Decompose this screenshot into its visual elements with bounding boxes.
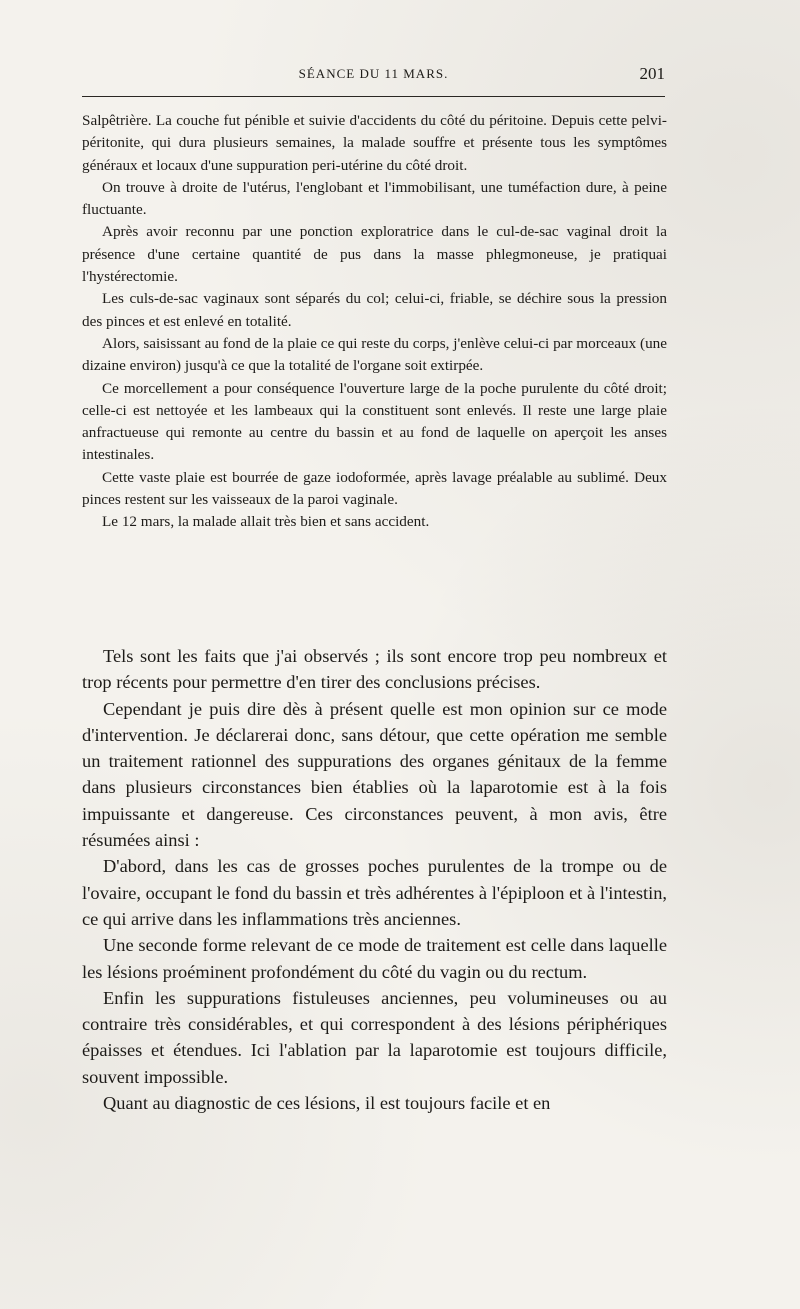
paragraph: Tels sont les faits que j'ai observés ; ils sont encore trop peu nombreux et trop récents pour permettre d'en tirer des conclusions précises. xyxy=(82,646,667,693)
paragraph: Quant au diagnostic de ces lésions, il est toujours facile et en xyxy=(103,1093,551,1114)
paragraph: Une seconde forme relevant de ce mode de traitement est celle dans laquelle les lésions proéminent profondément du côté du vagin ou du rectum. xyxy=(82,935,667,982)
paragraph: Le 12 mars, la malade allait très bien et sans accident. xyxy=(102,513,430,531)
paragraph: Ce morcellement a pour conséquence l'ouverture large de la poche purulente du côté droit; celle-ci est nettoyée et les lambeaux qui la constituent sont enlevés. Il reste une large plaie anfractueuse qui remonte au centre du bassin et au fond de laquelle on aperçoit les anses intestinales. xyxy=(82,379,667,464)
page-number: 201 xyxy=(639,64,665,83)
paragraph: Alors, saisissant au fond de la plaie ce qui reste du corps, j'enlève celui-ci par morceaux (une dizaine environ) jusqu'à ce que la totalité de l'organe soit extirpée. xyxy=(82,334,667,375)
paragraph: Les culs-de-sac vaginaux sont séparés du col; celui-ci, friable, se déchire sous la pression des pinces et est enlevé en totalité. xyxy=(82,290,667,330)
case-report-section xyxy=(82,110,667,534)
running-head xyxy=(82,64,665,86)
paragraph: On trouve à droite de l'utérus, l'englobant et l'immobilisant, une tuméfaction dure, à peine fluctuante. xyxy=(82,178,667,219)
running-title: SÉANCE DU 11 MARS. xyxy=(298,66,449,81)
header-rule xyxy=(82,96,665,97)
paragraph: Enfin les suppurations fistuleuses anciennes, peu volumineuses ou au contraire très considérables, et qui correspondent à des lésions périphériques épaisses et étendues. Ici l'ablation par la laparotomie est toujours difficile, souvent impossible. xyxy=(82,987,667,1087)
paragraph: Cette vaste plaie est bourrée de gaze iodoformée, après lavage préalable au sublimé. Deux pinces restent sur les vaisseaux de la paroi vaginale. xyxy=(82,468,667,509)
paragraph: Salpêtrière. La couche fut pénible et suivie d'accidents du côté du péritoine. Depuis cette pelvi-péritonite, qui dura plusieurs semaines, la malade souffre et présente tous les symptômes généraux et locaux d'une suppuration peri-utérine du côté droit. xyxy=(82,112,667,174)
discussion-section xyxy=(82,643,667,1116)
paragraph: D'abord, dans les cas de grosses poches purulentes de la trompe ou de l'ovaire, occupant le fond du bassin et très adhérentes à l'épiploon et à l'intestin, ce qui arrive dans les inflammations très anciennes. xyxy=(82,856,667,929)
paragraph: Après avoir reconnu par une ponction exploratrice dans le cul-de-sac vaginal droit la présence d'une certaine quantité de pus dans la masse phlegmoneuse, je pratiquai l'hystérectomie. xyxy=(82,223,667,286)
paragraph: Cependant je puis dire dès à présent quelle est mon opinion sur ce mode d'intervention. Je déclarerai donc, sans détour, que cette opération me semble un traitement rationnel des suppurations des organes génitaux de la femme dans plusieurs circonstances bien établies où la laparotomie est à la fois impuissante et dangereuse. Ces circonstances peuvent, à mon avis, être résumées ainsi : xyxy=(82,698,667,851)
